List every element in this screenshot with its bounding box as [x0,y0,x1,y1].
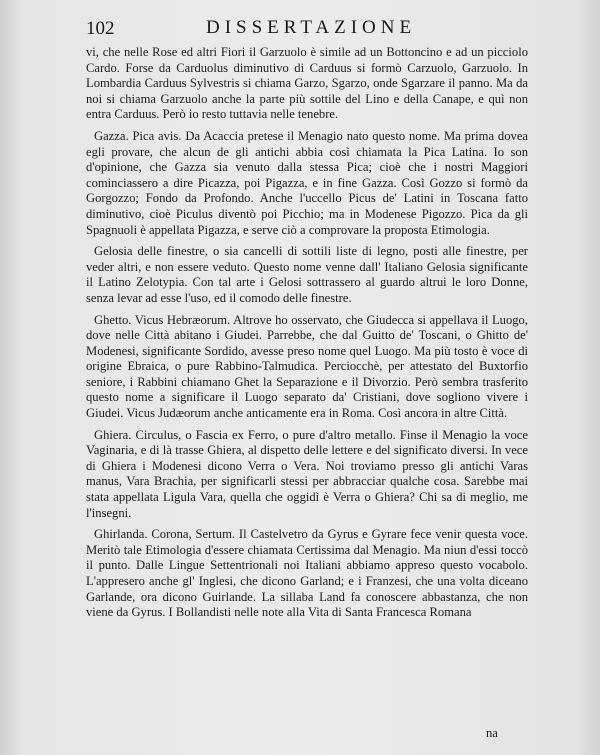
paragraph-garzuolo-continued: vi, che nelle Rose ed altri Fiori il Garzuolo è simile ad un Bottoncino e ad un picciolo Cardo. Forse da Carduolus diminutivo di Carduus si formò Carzuolo, Garzuolo. In Lombardia Carduus Sylvestris si chiama Garzo, Sgarzo, onde Sgarzare il panno. Ma da noi si chiama Garzuolo anche la parte più sottile del Lino e della Canape, e quì non entra Carduus. Però io resto tuttavia nelle tenebre. [86,45,528,122]
paragraph-gelosia: Gelosia delle finestre, o sia cancelli di sottili liste di legno, posti alle finestre, per veder altri, e non essere veduto. Questo nome venne dall' Italiano Gelosia significante il Latino Zelotypia. Con tal arte i Gelosi sottrassero al guardo altrui le loro Donne, senza levar ad esse l'uso, ed il comodo delle finestre. [86,244,528,305]
text-body [86,45,528,627]
paragraph-ghiera: Ghiera. Circulus, o Fascia ex Ferro, o pure d'altro metallo. Finse il Menagio la voce Vaginaria, e di là trasse Ghiera, al dispetto delle lettere e del significato diversi. In vece di Ghiera i Modenesi dicono Verra o Vera. Noi troviamo presso gli antichi Varas manus, Vara Brachia, per significarli stessi per abbracciar qualche cosa. Sarebbe mai stata appellata Ligula Vara, quella che oggidì è Verra o Ghiera? Chi sa di meglio, me l'insegni. [86,427,528,520]
running-title: DISSERTAZIONE [206,17,417,38]
paragraph-ghetto: Ghetto. Vicus Hebræorum. Altrove ho osservato, che Giudecca si appellava il Luogo, dove nelle Città abitano i Giudei. Parrebbe, che dal Guitto de' Toscani, o Ghitto de' Modenesi, significante Sordido, avesse preso nome quel Luogo. Ma più tosto è voce di origine Ebraica, o pure Rabbino-Talmudica. Perciocchè, per attestato del Buxtorfio seniore, i Rabbini chiamano Ghet la Separazione e il Divorzio. Però sembra trasferito questo nome a significare il Luogo separato da' Cristiani, dove sogliono vivere i Giudei. Vicus Judæorum anche anticamente era in Roma. Così ancora in altre Città. [86,312,528,421]
page-number: 102 [86,18,115,39]
catchword: na [486,726,498,740]
paragraph-ghirlanda: Ghirlanda. Corona, Sertum. Il Castelvetro da Gyrus e Gyrare fece venir questa voce. Meritò tale Etimologia d'essere chiamata Certissima dal Menagio. Ma niun d'essi toccò il punto. Dalle Lingue Settentrionali noi Italiani abbiamo appreso questo vocabolo. L'appresero anche gl' Inglesi, che dicono Garland; e i Franzesi, che una volta diceano Garlande, ora dicono Guirlande. La sillaba Land fa conoscere abbastanza, che non viene da Gyrus. I Bollandisti nelle note alla Vita di Santa Francesca Romana [86,527,528,620]
page-header [86,14,526,40]
paragraph-gazza: Gazza. Pica avis. Da Acaccia pretese il Menagio nato questo nome. Ma prima dovea egli provare, che alcun de gli antichi abbia così chiamata la Pica Latina. Io son d'opinione, che Gazza sia venuto dalla stessa Pica; cioè che i nostri Maggiori cominciassero a dire Picazza, poi Pigazza, e in fine Gazza. Così Gozzo si formò da Gorgozzo; Fondo da Profondo. Anche l'uccello Picus de' Latini in Toscana fatto diminutivo, cioè Piculus diventò poi Picchio; ma in Modenese Pigozzo. Pica da gli Spagnuoli è appellata Pigazza, e serve ciò a comprovare la proposta Etimologia. [86,128,528,237]
